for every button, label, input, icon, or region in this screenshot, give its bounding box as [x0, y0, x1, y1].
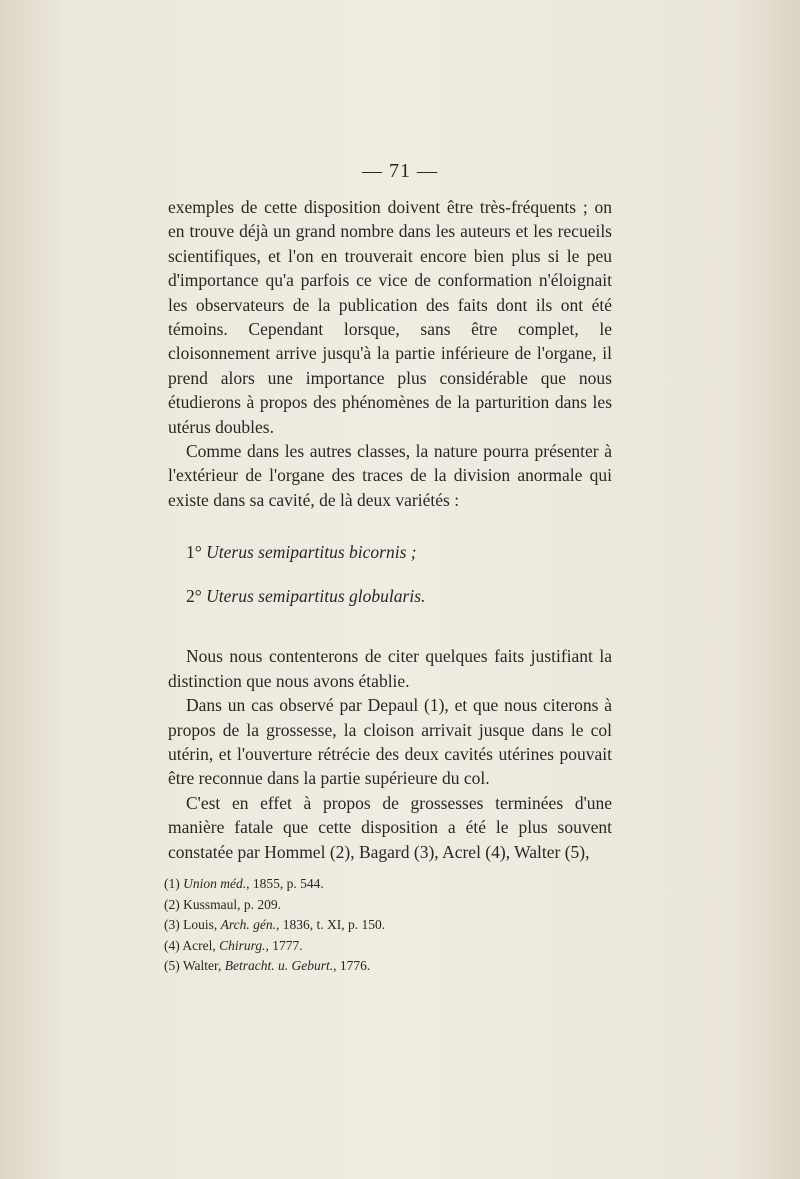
footnote-mark: (4) — [164, 937, 180, 953]
footnote-mark: (3) — [164, 917, 180, 932]
body-text — [168, 195, 612, 864]
footnote — [164, 915, 604, 936]
paragraph: Dans un cas observé par Depaul (1), et que nous citerons à propos de la grossesse, la cloison arrivait jusque dans le col utérin, et l'ouverture rétrécie des deux cavités utérines pouvait être reconnue dans la partie supérieure du col. — [168, 695, 612, 789]
footnote — [164, 874, 604, 895]
footnote-text: , 1836, t. XI, p. 150. — [276, 917, 386, 932]
page-number: — 71 — — [362, 160, 438, 182]
footnote-text: Louis, — [183, 917, 221, 932]
variety-list — [168, 540, 612, 608]
footnote-text: Kussmaul, p. 209. — [183, 896, 281, 912]
footnote-source: Chirurg. — [219, 937, 266, 953]
footnote-text: , 1777. — [265, 937, 303, 953]
footnote — [164, 956, 604, 977]
list-item — [168, 584, 612, 608]
footnote — [164, 936, 604, 957]
variety-number: 1° — [186, 542, 202, 563]
spacer — [168, 628, 612, 644]
variety-number: 2° — [186, 586, 202, 607]
variety-name: Uterus semipartitus bicornis ; — [206, 542, 417, 563]
footnote-mark: (5) — [164, 958, 180, 973]
footnote-source: Arch. gén. — [220, 917, 276, 932]
footnote-text: Walter, — [182, 958, 225, 973]
footnote-source: Betracht. u. Geburt. — [224, 958, 334, 973]
paragraph: Nous nous contenterons de citer quelques faits justifiant la distinction que nous avons établie. — [168, 646, 612, 691]
list-item — [168, 540, 612, 564]
footnote-text: , 1855, p. 544. — [246, 876, 324, 891]
footnote-source: Union méd. — [183, 876, 247, 891]
footnote-text: Acrel, — [182, 937, 220, 953]
variety-name: Uterus semipartitus globularis. — [206, 586, 426, 607]
footnote-text: , 1776. — [333, 958, 371, 973]
footnote — [164, 895, 604, 916]
footnote-mark: (1) — [164, 876, 180, 891]
footnote-mark: (2) — [164, 896, 180, 912]
footnotes — [164, 874, 604, 977]
paragraph: exemples de cette disposition doivent être très-fréquents ; on en trouve déjà un grand nombre dans les auteurs et les recueils scientifiques, et l'on en trouverait encore bien plus si le peu d'importance qu'a parfois ce vice de conformation n'éloignait les observateurs de la publication des faits dont ils ont été témoins. Cependant lorsque, sans être complet, le cloisonnement arrive jusqu'à la partie inférieure de l'organe, il prend alors une importance plus considérable que nous étudierons à propos des phénomènes de la parturition dans les utérus doubles. — [168, 197, 612, 437]
paragraph: C'est en effet à propos de grossesses terminées d'une manière fatale que cette disposition a été le plus souvent constatée par Hommel (2), Bagard (3), Acrel (4), Walter (5), — [168, 792, 612, 862]
paragraph: Comme dans les autres classes, la nature pourra présenter à l'extérieur de l'organe des traces de la division anormale qui existe dans sa cavité, de là deux variétés : — [168, 441, 612, 510]
